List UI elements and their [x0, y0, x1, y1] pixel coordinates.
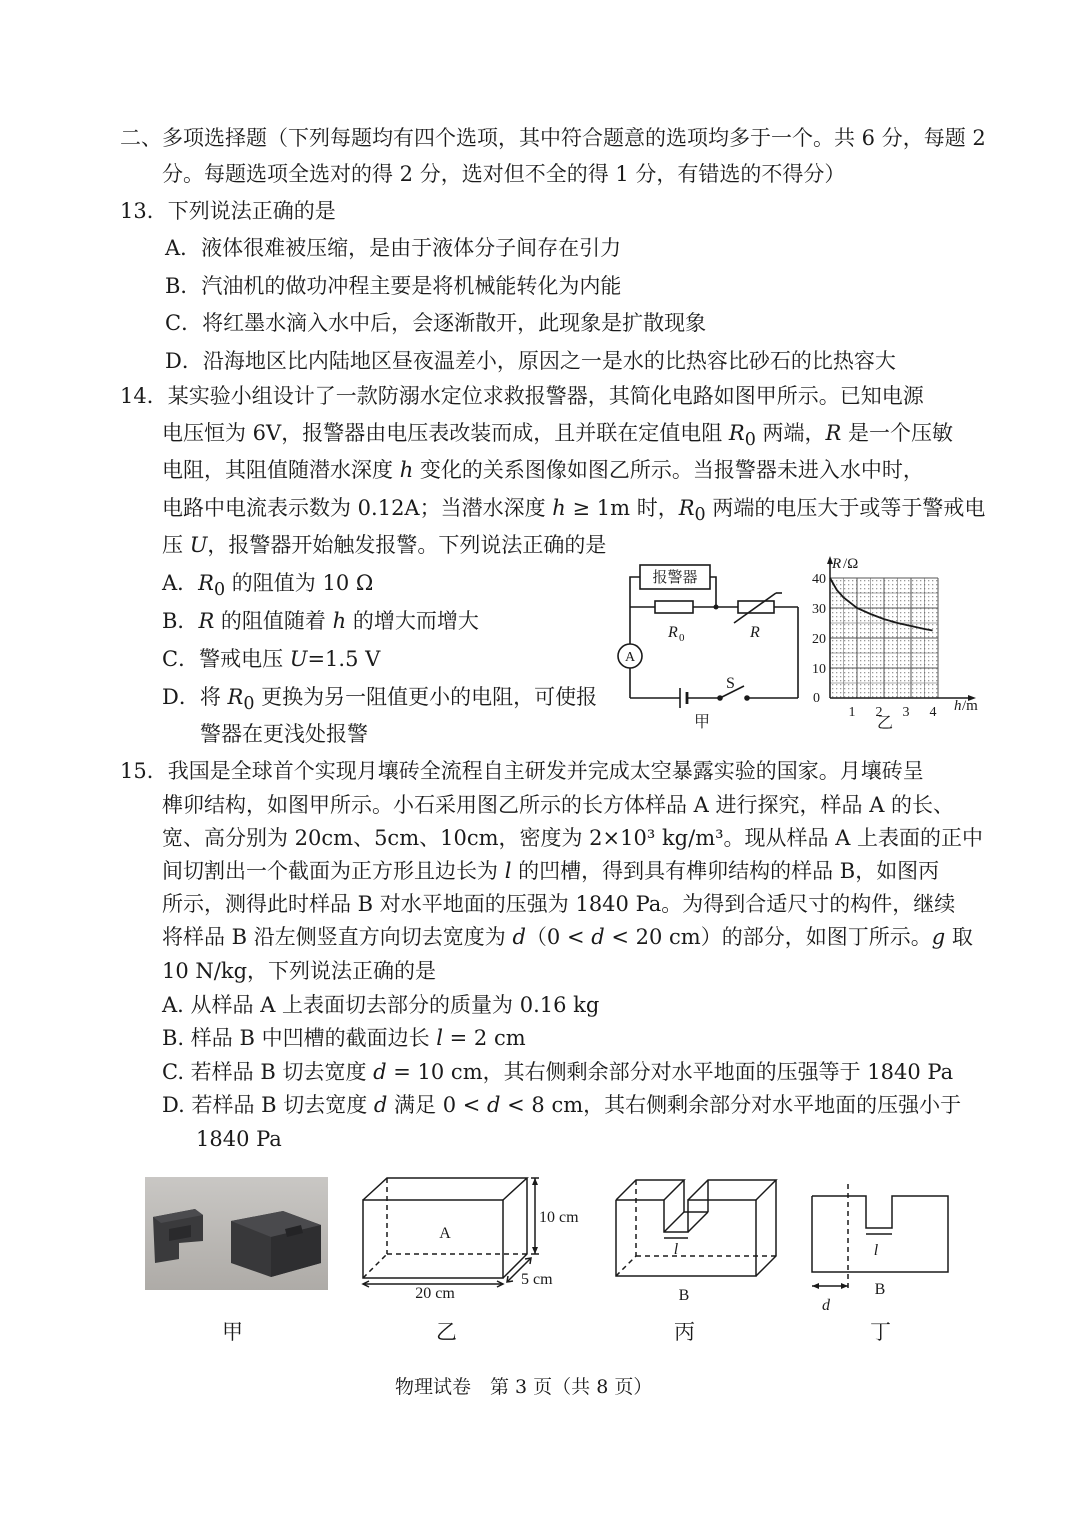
cut-width-d-label: d [822, 1297, 830, 1314]
q15-stem-4: 间切割出一个截面为正方形且边长为 l 的凹槽，得到具有榫卯结构的样品 B，如图丙 [162, 859, 940, 883]
section-heading-cont: 分。每题选项全选对的得 2 分，选对但不全的得 1 分，有错选的不得分） [162, 162, 846, 186]
q15-option-d-cont: 1840 Pa [196, 1127, 282, 1151]
resistance-depth-graph [800, 552, 985, 737]
q15-stem-6: 将样品 B 沿左侧竖直方向切去宽度为 d（0 < d < 20 cm）的部分，如图丁所示。g 取 [162, 925, 973, 949]
q13-stem: 13．下列说法正确的是 [120, 199, 336, 223]
q13-option-c: C．将红墨水滴入水中后，会逐渐散开，此现象是扩散现象 [165, 311, 707, 335]
q15-option-d: D. 若样品 B 切去宽度 d 满足 0 < d < 8 cm，其右侧剩余部分对水平地面的压强小于 [162, 1093, 962, 1117]
q15-stem-5: 所示，测得此时样品 B 对水平地面的压强为 1840 Pa。为得到合适尺寸的构件，继续 [162, 892, 956, 916]
q14-option-c: C．警戒电压 U=1.5 V [162, 647, 381, 671]
q15-option-c: C. 若样品 B 切去宽度 d = 10 cm，其右侧剩余部分对水平地面的压强等于 1840 Pa [162, 1060, 954, 1084]
cuboid-front-face [363, 1200, 503, 1278]
q15-option-b: B. 样品 B 中凹槽的截面边长 l = 2 cm [162, 1026, 526, 1050]
r0-subscript: 0 [679, 632, 685, 644]
q15-stem-7: 10 N/kg，下列说法正确的是 [162, 959, 437, 983]
lunar-brick-photo [145, 1177, 328, 1290]
y-tick-label: 30 [812, 602, 826, 617]
q13-option-d: D．沿海地区比内陆地区昼夜温差小，原因之一是水的比热容比砂石的比热容大 [165, 349, 896, 373]
y-tick-label: 20 [812, 632, 826, 647]
height-label: 10 cm [539, 1209, 579, 1226]
length-label: 20 cm [415, 1285, 455, 1302]
q14-stem-2: 电压恒为 6V，报警器由电压表改装而成，且并联在定值电阻 $R_0$ 两端，R 是一个压敏 [162, 421, 954, 451]
circuit-diagram [610, 555, 810, 735]
sample-b-3d-figure [608, 1172, 788, 1312]
r0-label: R [668, 624, 678, 641]
cuboid-a-figure [355, 1170, 595, 1310]
q13-option-b: B．汽油机的做功冲程主要是将机械能转化为内能 [165, 274, 622, 298]
q15-stem-2: 榫卯结构，如图甲所示。小石采用图乙所示的长方体样品 A 进行探究，样品 A 的长、 [162, 793, 955, 817]
q14-option-b: B．R 的阻值随着 h 的增大而增大 [162, 609, 479, 633]
switch-label: S [726, 675, 735, 692]
sample-b-label: B [874, 1281, 886, 1298]
groove-l-label: l [873, 1242, 879, 1259]
origin-label: 0 [813, 691, 820, 706]
q13-option-a: A．液体很难被压缩，是由于液体分子间存在引力 [165, 236, 622, 260]
figure-caption-yi: 乙 [436, 1320, 457, 1344]
y-axis-label-symbol: R [832, 556, 842, 572]
groove-l-label: l [673, 1241, 679, 1258]
figure-caption-bing: 丙 [674, 1320, 695, 1344]
y-tick-label: 10 [812, 662, 826, 677]
r0-resistor [655, 601, 693, 613]
q14-stem-3: 电阻，其阻值随潜水深度 h 变化的关系图像如图乙所示。当报警器未进入水中时， [162, 458, 924, 482]
y-axis-label-unit: /Ω [843, 556, 859, 572]
section-heading: 二、多项选择题（下列每题均有四个选项，其中符合题意的选项均多于一个。共 6 分，每题 2 [120, 126, 986, 150]
y-tick-label: 40 [812, 572, 826, 587]
q15-option-a: A. 从样品 A 上表面切去部分的质量为 0.16 kg [162, 993, 600, 1017]
width-label: 5 cm [521, 1271, 553, 1288]
x-tick-label: 1 [848, 705, 856, 720]
varistor-slash [734, 593, 776, 623]
q14-option-d-cont: 警器在更浅处报警 [200, 722, 368, 746]
figure-caption-ding: 丁 [870, 1320, 891, 1344]
figure-caption-jia: 甲 [222, 1320, 243, 1344]
q14-option-d: D．将 $R_0$ 更换为另一阻值更小的电阻，可使报 [162, 685, 598, 715]
q14-option-a: A．$R_0$ 的阻值为 10 Ω [162, 571, 374, 601]
x-tick-label: 2 [875, 705, 883, 720]
x-axis-label-symbol: h [954, 698, 962, 714]
q14-stem-5: 压 U，报警器开始触发报警。下列说法正确的是 [162, 533, 607, 557]
circuit-caption: 甲 [693, 714, 711, 731]
r-label: R [750, 624, 760, 641]
page-footer: 物理试卷 第 3 页（共 8 页） [395, 1376, 653, 1398]
x-tick-label: 3 [902, 705, 910, 720]
x-tick-label: 4 [929, 705, 937, 720]
x-axis-label-unit: /m [962, 698, 978, 714]
q15-stem-3: 宽、高分别为 20cm、5cm、10cm，密度为 2×10³ kg/m³。现从样品 A 上表面的正中 [162, 826, 984, 850]
graph-caption: 乙 [876, 715, 894, 732]
sample-b-front-figure [800, 1182, 960, 1317]
cuboid-label: A [439, 1225, 451, 1242]
q14-stem-1: 14．某实验小组设计了一款防溺水定位求救报警器，其简化电路如图甲所示。已知电源 [120, 384, 924, 408]
sample-b-label: B [678, 1287, 690, 1304]
q15-stem-1: 15．我国是全球首个实现月壤砖全流程自主研发并完成太空暴露实验的国家。月壤砖呈 [120, 759, 924, 783]
ammeter-label: A [624, 650, 636, 665]
q14-stem-4: 电路中电流表示数为 0.12A；当潜水深度 h ≥ 1m 时，$R_0$ 两端的电压大于或等于警戒电 [162, 496, 986, 526]
alarm-label: 报警器 [652, 570, 698, 586]
